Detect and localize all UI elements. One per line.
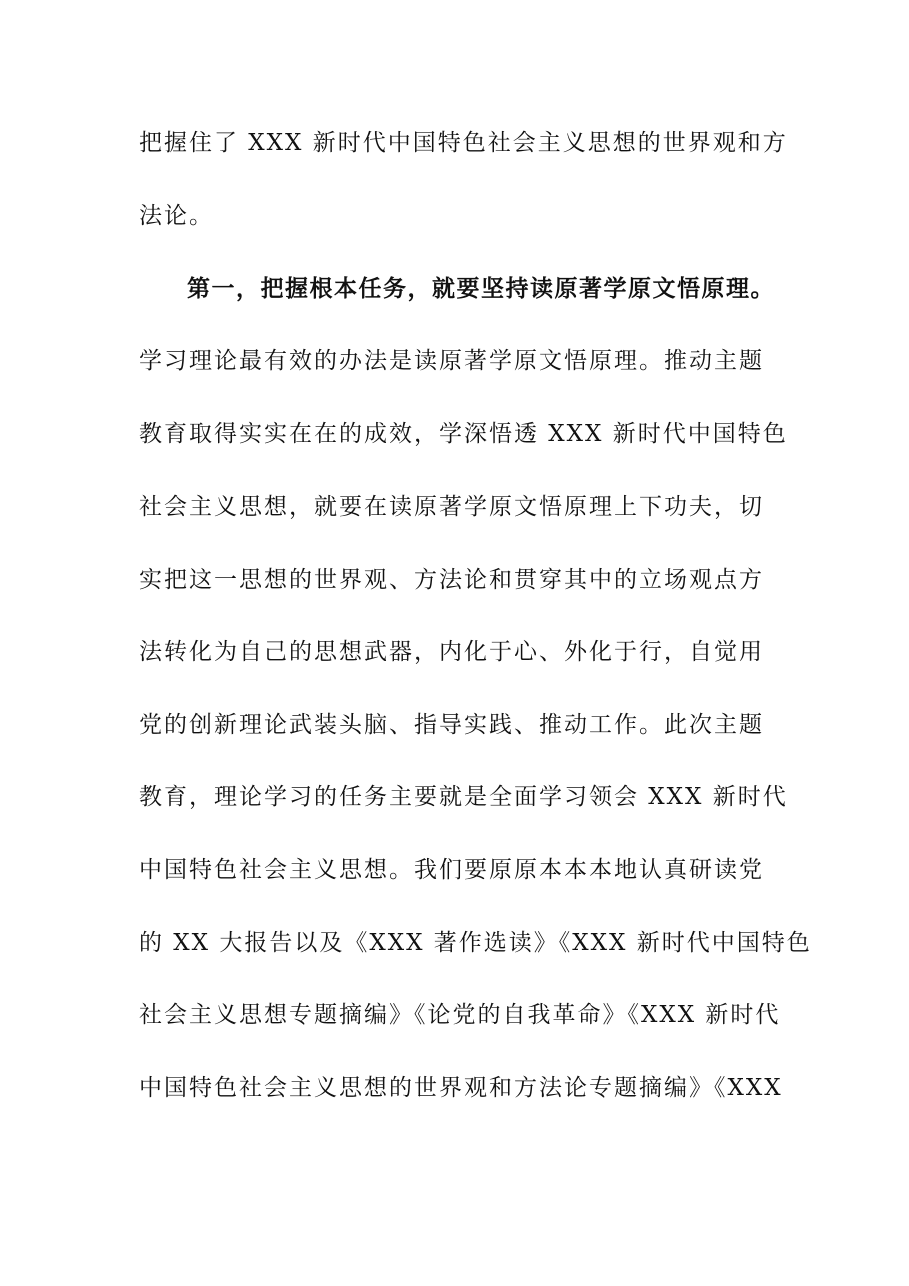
paragraph-line: 中国特色社会主义思想。我们要原原本本本地认真研读党 [139, 857, 764, 883]
paragraph-line: 实把这一思想的世界观、方法论和贯穿其中的立场观点方 [139, 567, 764, 593]
paragraph-line: 社会主义思想专题摘编》《论党的自我革命》《XXX 新时代 [139, 1002, 781, 1028]
paragraph-line: 教育取得实实在在的成效，学深悟透 XXX 新时代中国特色 [139, 421, 788, 447]
paragraph-line: 的 XX 大报告以及《XXX 著作选读》《XXX 新时代中国特色 [139, 930, 812, 956]
section-heading: 第一，把握根本任务，就要坚持读原著学原文悟原理。 [187, 275, 775, 302]
paragraph-line: 教育，理论学习的任务主要就是全面学习领会 XXX 新时代 [139, 784, 788, 810]
paragraph-line: 中国特色社会主义思想的世界观和方法论专题摘编》《XXX [139, 1075, 783, 1101]
paragraph-line: 党的创新理论武装头脑、指导实践、推动工作。此次主题 [139, 712, 764, 738]
paragraph-line: 法转化为自己的思想武器，内化于心、外化于行，自觉用 [139, 639, 764, 665]
paragraph-line: 法论。 [139, 203, 214, 229]
paragraph-line: 把握住了 XXX 新时代中国特色社会主义思想的世界观和方 [139, 130, 788, 156]
paragraph-line: 社会主义思想，就要在读原著学原文悟原理上下功夫，切 [139, 494, 764, 520]
paragraph-line: 学习理论最有效的办法是读原著学原文悟原理。推动主题 [139, 348, 764, 374]
